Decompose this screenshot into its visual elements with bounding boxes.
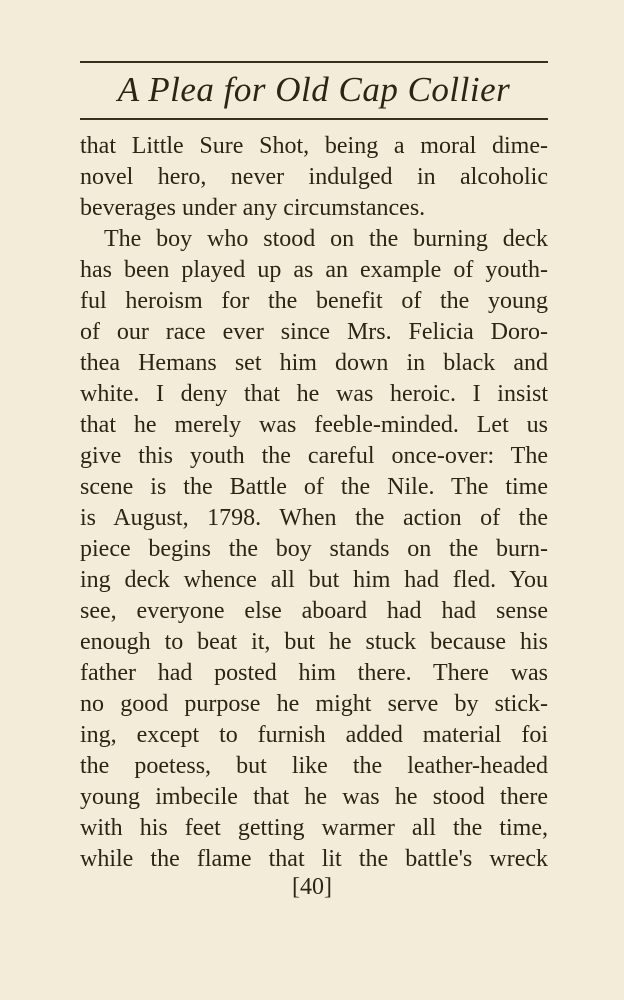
page-number: [40] <box>292 874 332 900</box>
text-line: white. I deny that he was heroic. I insist <box>80 381 548 407</box>
text-line: scene is the Battle of the Nile. The time <box>80 474 548 500</box>
text-line: no good purpose he might serve by stick- <box>80 691 548 717</box>
text-line: enough to beat it, but he stuck because his <box>80 629 548 655</box>
text-line: ing deck whence all but him had fled. You <box>80 567 548 593</box>
text-line: piece begins the boy stands on the burn- <box>80 536 548 562</box>
text-line: beverages under any circumstances. <box>80 195 426 221</box>
header-rule-top <box>80 61 548 63</box>
header-rule-bottom <box>80 118 548 120</box>
text-line: is August, 1798. When the action of the <box>80 505 548 531</box>
body-text <box>80 131 548 875</box>
text-line: the poetess, but like the leather-headed <box>80 753 548 779</box>
text-line: father had posted him there. There was <box>80 660 548 686</box>
text-line: thea Hemans set him down in black and <box>80 350 548 376</box>
text-line: with his feet getting warmer all the time, <box>80 815 548 841</box>
text-line: young imbecile that he was he stood there <box>80 784 548 810</box>
text-line: has been played up as an example of youth- <box>80 257 548 283</box>
running-title: A Plea for Old Cap Collier <box>117 70 511 109</box>
text-line: that Little Sure Shot, being a moral dime- <box>80 133 548 159</box>
text-line: give this youth the careful once-over: The <box>80 443 548 469</box>
text-line: see, everyone else aboard had had sense <box>80 598 548 624</box>
text-line: ing, except to furnish added material foi <box>80 722 548 748</box>
text-line: novel hero, never indulged in alcoholic <box>80 164 548 190</box>
text-line: that he merely was feeble-minded. Let us <box>80 412 548 438</box>
text-line: of our race ever since Mrs. Felicia Doro- <box>80 319 548 345</box>
text-line: The boy who stood on the burning deck <box>104 226 548 252</box>
text-line: ful heroism for the benefit of the young <box>80 288 548 314</box>
text-line: while the flame that lit the battle's wreck <box>80 846 548 872</box>
